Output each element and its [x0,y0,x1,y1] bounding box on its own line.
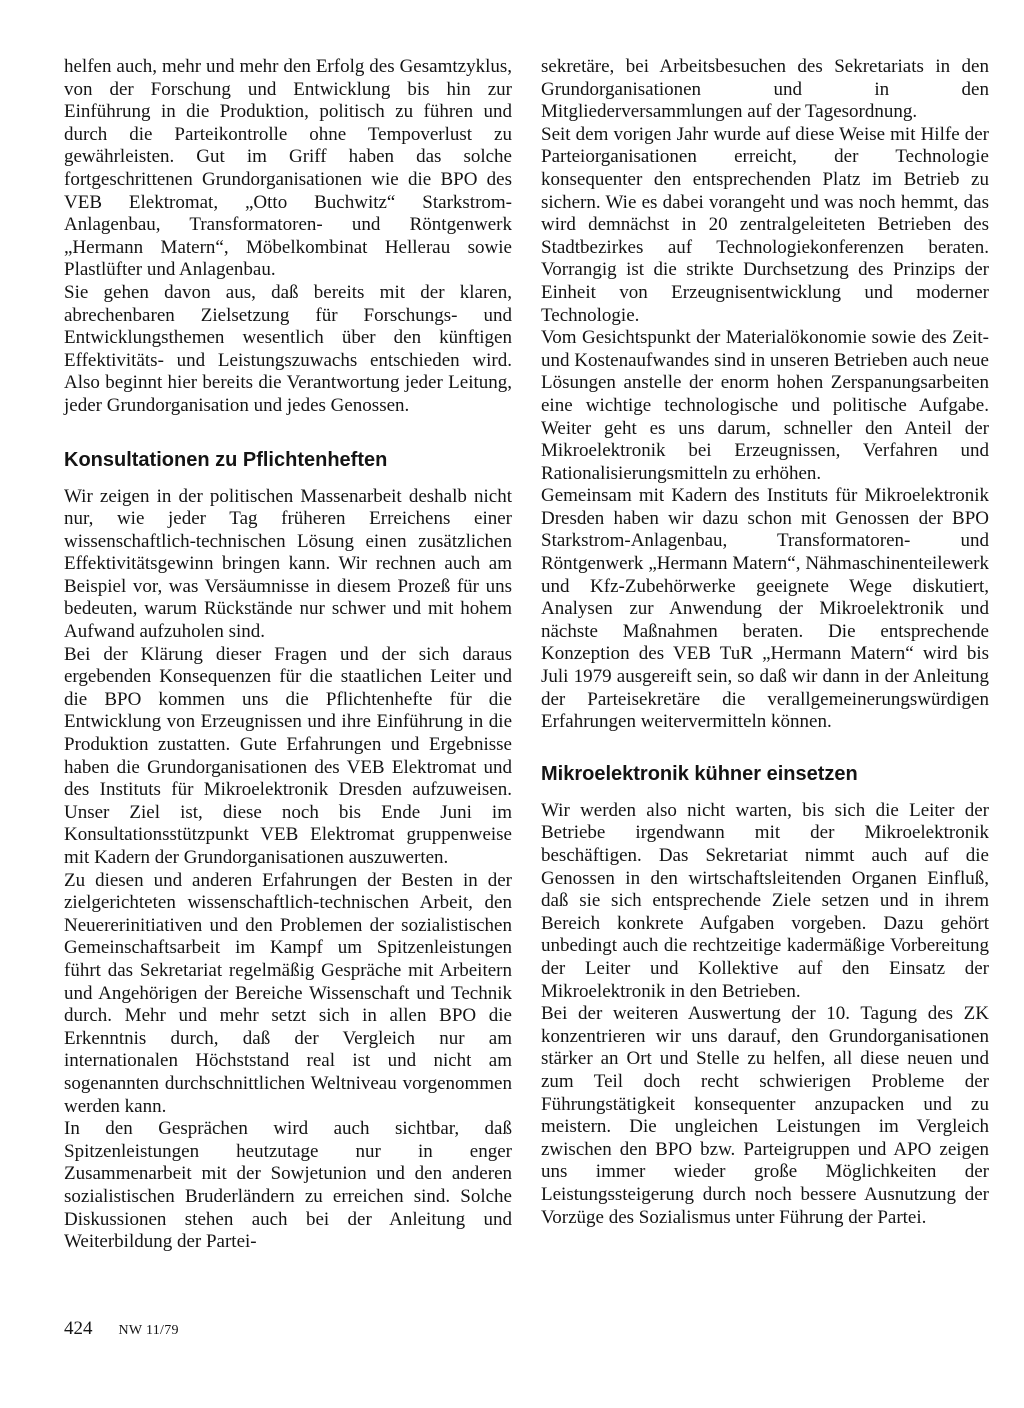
left-paragraph-5: Zu diesen und anderen Erfahrungen der Besten in der zielgerichteten wissenschaftlich-technischen Arbeit, den Neuererinitiativen und den Problemen der sozialistischen Gemeinschaftsarbeit im Kampf um Spitzenleistungen führt das Sekretariat regelmäßig Gespräche mit Arbeitern und Angehörigen der Bereiche Wissenschaft und Technik durch. Mehr und mehr setzt sich in allen BPO die Erkenntnis durch, daß der Vergleich nur am internationalen Höchststand real ist und nicht am sogenannten durchschnittlichen Weltniveau vorgenommen werden kann. [64,869,512,1117]
source-reference: NW 11/79 [118,1323,179,1338]
left-paragraph-4: Bei der Klärung dieser Fragen und der sich daraus ergebenden Konsequenzen für die staatlichen Leiter und die BPO kommen uns die Pflichtenhefte für die Entwicklung von Erzeugnissen und ihre Einführung in die Produktion zustatten. Gute Erfahrungen und Ergebnisse haben die Grundorganisationen des VEB Elektromat und des Instituts für Mikroelektronik Dresden aufzuweisen. Unser Ziel ist, diese noch bis Ende Juni im Konsultationsstützpunkt VEB Elektromat gruppenweise mit Kadern der Grundorganisationen auszuwerten. [64,643,512,868]
right-column [541,56,989,1229]
right-paragraph-4: Gemeinsam mit Kadern des Instituts für Mikroelektronik Dresden haben wir dazu schon mit Genossen der BPO Starkstrom-Anlagenbau, Transformatoren- und Röntgenwerk „Hermann Matern“, Nähmaschinenteilewerk und Kfz-Zubehörwerke geeignete Wege diskutiert, Analysen zur Anwendung der Mikroelektronik und nächste Maßnahmen beraten. Die entsprechende Konzeption des VEB TuR „Hermann Matern“ wird bis Juli 1979 ausgereift sein, so daß wir dann in der Anleitung der Parteisekretäre die verallgemeinerungswürdigen Erfahrungen weitervermitteln können. [541,485,989,733]
right-paragraph-2: Seit dem vorigen Jahr wurde auf diese Weise mit Hilfe der Parteiorganisationen erreicht, der Technologie konsequenter den entsprechenden Platz im Betrieb zu sichern. Wie es dabei vorangeht und was noch hemmt, das wird demnächst in 20 zentralgeleiteten Betrieben des Stadtbezirkes auf Technologiekonferenzen beraten. Vorrangig ist die strikte Durchsetzung des Prinzips der Einheit von Erzeugnisentwicklung und moderner Technologie. [541,123,989,326]
section-heading-konsultationen: Konsultationen zu Pflichtenheften [64,448,388,471]
section-heading-mikroelektronik: Mikroelektronik kühner einsetzen [541,762,858,785]
left-paragraph-2: Sie gehen davon aus, daß bereits mit der klaren, abrechenbaren Zielsetzung für Forschungs- und Entwicklungsthemen wesentlich über den künftigen Effektivitäts- und Leistungszuwachs entschieden wird. Also beginnt hier bereits die Verantwortung jeder Leitung, jeder Grundorganisation und jedes Genossen. [64,281,512,416]
page-number: 424 [64,1318,93,1339]
left-paragraph-6: In den Gesprächen wird auch sichtbar, daß Spitzenleistungen heutzutage nur in enger Zusammenarbeit mit der Sowjetunion und den anderen sozialistischen Bruderländern zu erreichen sind. Solche Diskussionen stehen auch bei der Anleitung und Weiterbildung der Partei- [64,1118,512,1253]
right-paragraph-6: Bei der weiteren Auswertung der 10. Tagung des ZK konzentrieren wir uns darauf, den Grundorganisationen stärker an Ort und Stelle zu helfen, all diese neuen und zum Teil doch recht schwierigen Probleme der Führungstätigkeit konsequenter anzupacken und zu meistern. Die ungleichen Leistungen im Vergleich zwischen den BPO bzw. Parteigruppen und APO zeigen uns immer wieder große Möglichkeiten der Leistungssteigerung durch noch bessere Ausnutzung der Vorzüge des Sozialismus unter Führung der Partei. [541,1003,989,1228]
page-footer [64,1318,179,1340]
left-paragraph-1: helfen auch, mehr und mehr den Erfolg des Gesamtzyklus, von der Forschung und Entwicklung bis hin zur Einführung in die Produktion, politisch zu führen und durch die Parteikontrolle ohne Tempoverlust zu gewährleisten. Gut im Griff haben das solche fortgeschrittenen Grundorganisationen wie die BPO des VEB Elektromat, „Otto Buchwitz“ Starkstrom-Anlagenbau, Transformatoren- und Röntgenwerk „Hermann Matern“, Möbelkombinat Hellerau sowie Plastlüfter und Anlagenbau. [64,56,512,281]
left-column [64,56,512,1254]
right-paragraph-5: Wir werden also nicht warten, bis sich die Leiter der Betriebe irgendwann mit der Mikroelektronik beschäftigen. Das Sekretariat nimmt auch auf die Genossen in den wirtschaftsleitenden Organen Einfluß, daß sie sich entsprechende Ziele setzen und in ihrem Bereich konkrete Aufgaben vorgeben. Dazu gehört unbedingt auch die rechtzeitige kadermäßige Vorbereitung der Leiter und Kollektive auf den Einsatz der Mikroelektronik in den Betrieben. [541,799,989,1002]
left-paragraph-3: Wir zeigen in der politischen Massenarbeit deshalb nicht nur, wie jeder Tag früheren Erreichens einer wissenschaftlich-technischen Lösung einen zusätzlichen Effektivitätsgewinn bringen kann. Wir rechnen auch am Beispiel vor, was Versäumnisse in diesem Prozeß für uns bedeuten, warum Rückstände nur schwer und mit hohem Aufwand aufzuholen sind. [64,485,512,643]
right-paragraph-3: Vom Gesichtspunkt der Materialökonomie sowie des Zeit- und Kostenaufwandes sind in unseren Betrieben auch neue Lösungen anstelle der enorm hohen Zerspanungsarbeiten eine wichtige technologische und politische Aufgabe. Weiter geht es uns darum, schneller den Anteil der Mikroelektronik bei Erzeugnissen, Verfahren und Rationalisierungsmitteln zu erhöhen. [541,327,989,484]
right-paragraph-1: sekretäre, bei Arbeitsbesuchen des Sekretariats in den Grundorganisationen und in den Mitgliederversammlungen auf der Tagesordnung. [541,56,989,123]
